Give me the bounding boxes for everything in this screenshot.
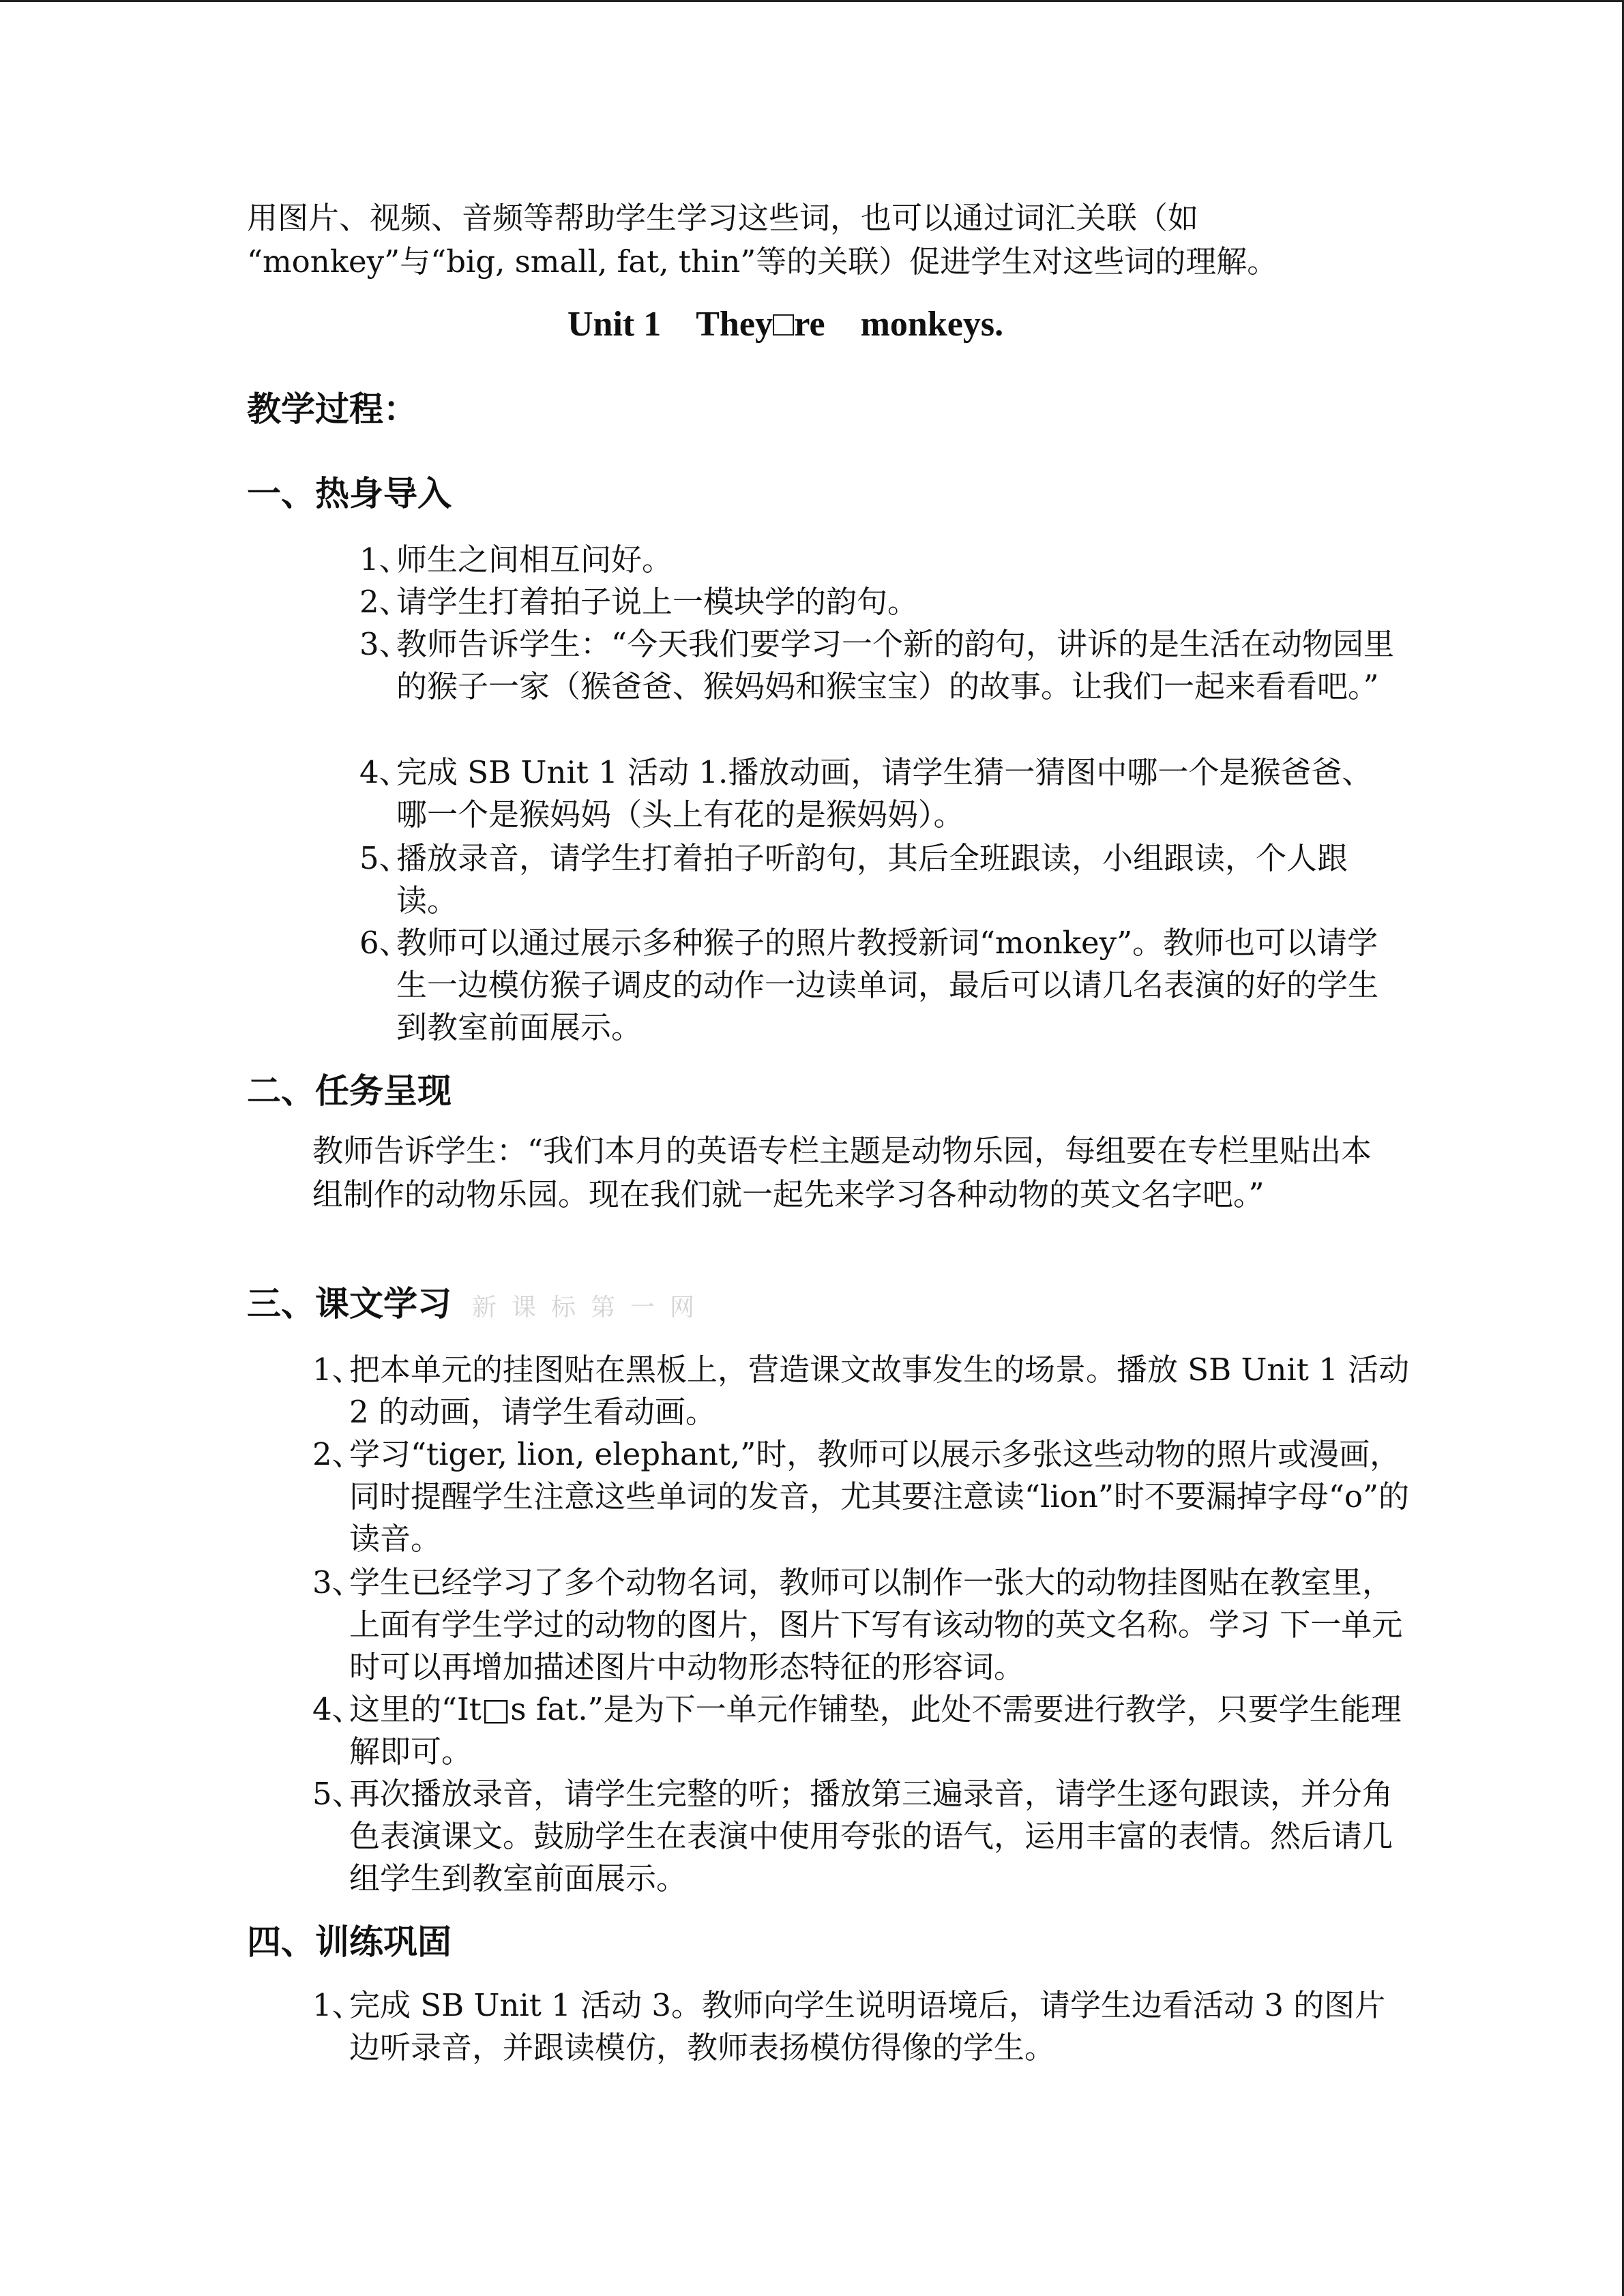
page-top-border	[0, 0, 1624, 2]
list-item-number: 3、	[312, 1564, 363, 1600]
section-heading-warmup: 一、热身导入	[247, 474, 452, 513]
section-heading-practice: 四、训练巩固	[247, 1922, 452, 1962]
list-item-text: 师生之间相互问好。	[396, 541, 673, 578]
list-item-number: 2、	[312, 1436, 363, 1472]
list-item	[312, 1688, 1413, 1773]
section-task-paragraph: 教师告诉学生：“我们本月的英语专栏主题是动物乐园，每组要在专栏里贴出本组制作的动物乐园。现在我们就一起先来学习各种动物的英文名字吧。”	[312, 1133, 1372, 1212]
watermark-text: 新课标第一网	[472, 1294, 710, 1322]
section-heading-task: 二、任务呈现	[247, 1071, 452, 1111]
list-item-text: 请学生打着拍子说上一模块学的韵句。	[396, 584, 919, 620]
list-item	[359, 837, 1399, 922]
list-item-text: 把本单元的挂图贴在黑板上，营造课文故事发生的场景。播放 SB Unit 1 活动 2 的动画，请学生看动画。	[349, 1352, 1410, 1430]
list-item-number: 2、	[359, 584, 410, 620]
list-item	[312, 1349, 1413, 1433]
list-item-number: 1、	[312, 1987, 363, 2023]
list-item-number: 5、	[359, 840, 410, 876]
list-item-text: 播放录音，请学生打着拍子听韵句，其后全班跟读，小组跟读，个人跟读。	[396, 840, 1348, 919]
list-item-text: 教师可以通过展示多种猴子的照片教授新词“monkey”。教师也可以请学生一边模仿猴子调皮的动作一边读单词，最后可以请几名表演的好的学生到教室前面展示。	[396, 925, 1379, 1045]
list-item	[359, 751, 1399, 836]
list-item-text: 完成 SB Unit 1 活动 3。教师向学生说明语境后，请学生边看活动 3 的图片边听录音，并跟读模仿，教师表扬模仿得像的学生。	[349, 1987, 1386, 2066]
process-label: 教学过程：	[247, 389, 417, 429]
list-item-text: 学生已经学习了多个动物名词，教师可以制作一张大的动物挂图贴在教室里，上面有学生学过的动物的图片，图片下写有该动物的英文名称。学习 下一单元时可以再增加描述图片中动物形态特征的形容词。	[349, 1564, 1403, 1685]
list-item-number: 6、	[359, 925, 410, 961]
list-item-number: 4、	[359, 754, 410, 790]
list-item	[312, 1984, 1413, 2069]
lesson-title: Unit 1 They□re monkeys.	[567, 305, 1004, 344]
list-item	[359, 581, 1351, 623]
list-item-number: 1、	[359, 541, 410, 578]
list-item-text: 学习“tiger, lion, elephant,”时，教师可以展示多张这些动物的照片或漫画，同时提醒学生注意这些单词的发音，尤其要注意读“lion”时不要漏掉字母“o”的读音。	[349, 1436, 1409, 1557]
list-item-number: 1、	[312, 1352, 363, 1388]
list-item-text: 再次播放录音，请学生完整的听；播放第三遍录音，请学生逐句跟读，并分角色表演课文。鼓励学生在表演中使用夸张的语气，运用丰富的表情。然后请几组学生到教室前面展示。	[349, 1776, 1393, 1896]
list-item	[359, 922, 1399, 1049]
list-item	[312, 1433, 1413, 1560]
intro-line-2: “monkey”与“big, small, fat, thin”等的关联）促进学生对这些词的理解。	[247, 243, 1278, 280]
intro-line-1: 用图片、视频、音频等帮助学生学习这些词，也可以通过词汇关联（如	[247, 200, 1199, 236]
list-item-text: 完成 SB Unit 1 活动 1.播放动画，请学生猜一猜图中哪一个是猴爸爸、哪一个是猴妈妈（头上有花的是猴妈妈）。	[396, 754, 1373, 833]
list-item-text: 教师告诉学生：“今天我们要学习一个新的韵句，讲诉的是生活在动物园里的猴子一家（猴爸爸、猴妈妈和猴宝宝）的故事。让我们一起来看看吧。”	[396, 626, 1395, 704]
list-item	[312, 1562, 1413, 1688]
list-item	[359, 539, 1351, 581]
list-item-number: 4、	[312, 1691, 363, 1727]
list-item	[312, 1773, 1413, 1900]
section-heading-text-study: 三、课文学习	[247, 1284, 452, 1324]
list-item-number: 3、	[359, 626, 410, 662]
list-item-number: 5、	[312, 1776, 363, 1812]
list-item	[359, 623, 1399, 708]
list-item-text: 这里的“It□s fat.”是为下一单元作铺垫，此处不需要进行教学，只要学生能理解即可。	[349, 1691, 1402, 1770]
